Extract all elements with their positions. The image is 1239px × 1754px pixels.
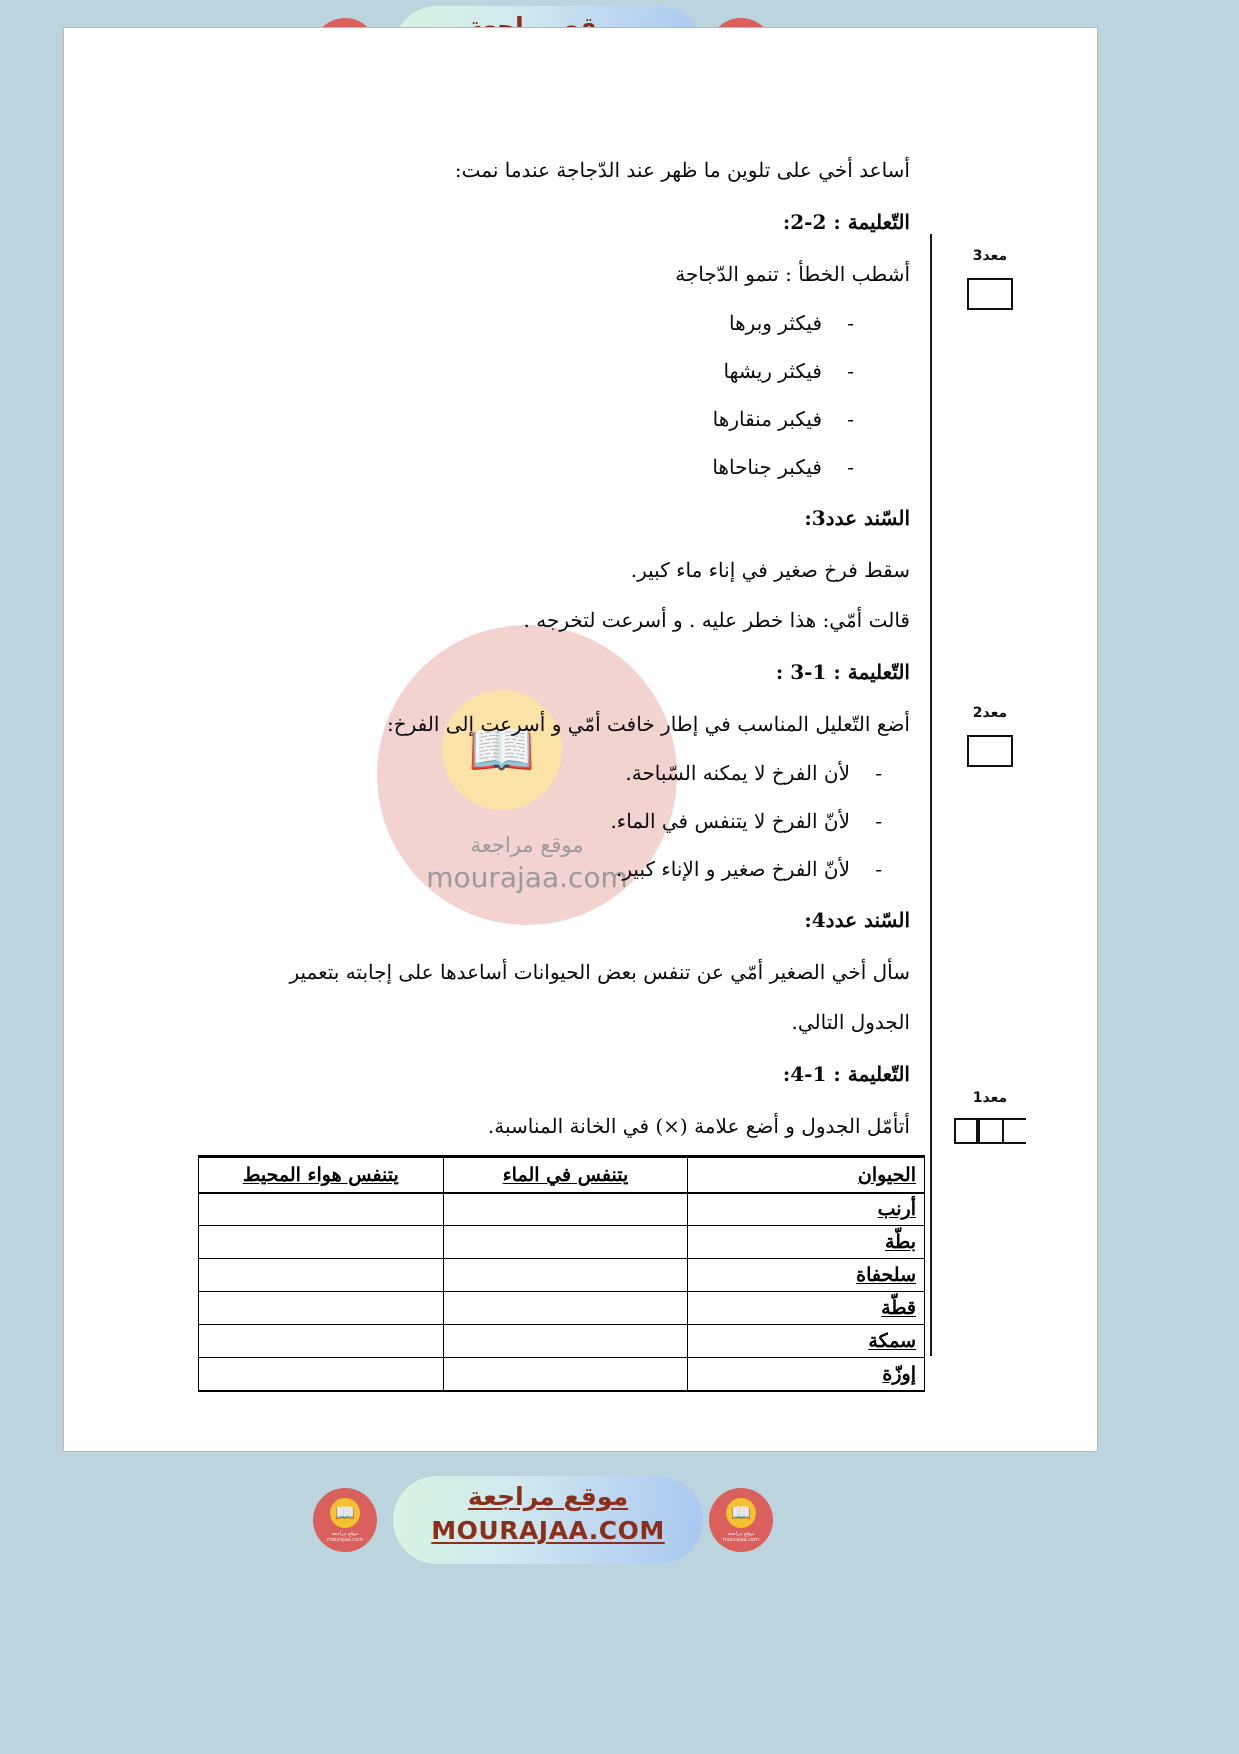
footer-brand-arabic: موقع مراجعة (467, 1482, 629, 1511)
cell-animal: سلحفاة (688, 1259, 925, 1292)
option-item[interactable] (95, 797, 910, 845)
intro-line: أساعد أخي على تلوين ما ظهر عند الدّجاجة عندما نمت: (454, 158, 910, 182)
animals-breathing-table (198, 1155, 925, 1392)
animals-breathing-table-wrapper (198, 1155, 925, 1392)
option-label: لأن الفرخ لا يمكنه السّباحة. (625, 761, 850, 785)
option-item[interactable] (95, 443, 910, 491)
option-label: لأنّ الفرخ لا يتنفس في الماء. (610, 809, 850, 833)
support-4-line-2: الجدول التالي. (791, 1010, 910, 1034)
footer-brand (393, 1480, 703, 1547)
exercise-content (95, 145, 910, 1151)
footer-watermark-band (0, 1466, 1239, 1576)
heading-instruction-1-4: التّعليمة : 1-4: (782, 1062, 910, 1086)
score-label: معد2 (972, 705, 1008, 721)
heading-instruction-2-2: التّعليمة : 2-2: (782, 210, 910, 234)
table-row (199, 1193, 925, 1226)
support-3-line-2: قالت أمّي: هذا خطر عليه . و أسرعت لتخرجه . (523, 608, 910, 632)
bullet-dash-icon: - (875, 857, 882, 881)
cell-air-checkbox[interactable] (199, 1358, 444, 1391)
heading-support-3: السّند عدد3: (804, 506, 910, 530)
table-body (199, 1193, 925, 1391)
table-row (199, 1358, 925, 1391)
option-label: فيكثر ريشها (723, 359, 822, 383)
bullet-dash-icon: - (847, 311, 854, 335)
options-list-1-3 (95, 749, 910, 893)
cell-water-checkbox[interactable] (443, 1193, 688, 1226)
bullet-dash-icon: - (875, 809, 882, 833)
score-box[interactable] (978, 1118, 1002, 1144)
option-item[interactable] (95, 299, 910, 347)
score-box-row (940, 1118, 1040, 1144)
margin-divider (930, 234, 932, 1356)
score-group-m2 (940, 705, 1040, 767)
table-row (199, 1325, 925, 1358)
header-breathes-in-water: يتنفس في الماء (443, 1157, 688, 1193)
cell-air-checkbox[interactable] (199, 1193, 444, 1226)
support-3-line-1: سقط فرخ صغير في إناء ماء كبير. (630, 558, 910, 582)
score-box[interactable] (954, 1118, 978, 1144)
watermark-book-icon: 📖 (442, 690, 562, 810)
option-label: فيكبر جناحاها (712, 455, 822, 479)
cell-water-checkbox[interactable] (443, 1259, 688, 1292)
option-item[interactable] (95, 845, 910, 893)
cell-water-checkbox[interactable] (443, 1226, 688, 1259)
option-item[interactable] (95, 347, 910, 395)
cell-animal: سمكة (688, 1325, 925, 1358)
cell-water-checkbox[interactable] (443, 1358, 688, 1391)
score-group-m1 (940, 1090, 1040, 1144)
score-box[interactable] (1002, 1118, 1026, 1144)
book-icon: 📖 (726, 1498, 756, 1528)
cell-air-checkbox[interactable] (199, 1259, 444, 1292)
watermark-text-arabic: موقع مراجعة (470, 833, 584, 857)
score-box[interactable] (967, 735, 1013, 767)
heading-instruction-1-3: التّعليمة : 1-3 : (775, 660, 910, 684)
heading-support-4: السّند عدد4: (804, 908, 910, 932)
prompt-instruction-2-2: أشطب الخطأ : تنمو الدّجاجة (675, 262, 910, 286)
options-list-2-2 (95, 299, 910, 491)
score-label: معد1 (972, 1090, 1008, 1106)
cell-water-checkbox[interactable] (443, 1325, 688, 1358)
bullet-dash-icon: - (847, 359, 854, 383)
watermark-text-url: mourajaa.com (426, 861, 628, 894)
logo-caption-left: موقع مراجعة mourajaa.com (326, 1530, 363, 1543)
bullet-dash-icon: - (875, 761, 882, 785)
table-row (199, 1226, 925, 1259)
book-icon: 📖 (330, 1498, 360, 1528)
option-item[interactable] (95, 749, 910, 797)
support-4-line-1: سأل أخي الصغير أمّي عن تنفس بعض الحيوانات أساعدها على إجابته بتعمير (289, 960, 910, 984)
score-label: معد3 (972, 248, 1008, 264)
cell-air-checkbox[interactable] (199, 1292, 444, 1325)
cell-animal: قطّة (688, 1292, 925, 1325)
prompt-instruction-1-4: أتأمّل الجدول و أضع علامة (×) في الخانة المناسبة. (487, 1114, 910, 1138)
option-label: فيكثر وبرها (729, 311, 822, 335)
header-animal: الحيوان (688, 1157, 925, 1193)
mourajaa-logo-icon-left (313, 1488, 377, 1552)
table-row (199, 1292, 925, 1325)
option-label: فيكبر منقارها (712, 407, 822, 431)
score-group-m3 (940, 248, 1040, 310)
table-head (199, 1157, 925, 1193)
score-box[interactable] (967, 278, 1013, 310)
cell-water-checkbox[interactable] (443, 1292, 688, 1325)
option-label: لأنّ الفرخ صغير و الإناء كبير. (616, 857, 850, 881)
prompt-instruction-1-3: أضع التّعليل المناسب في إطار خافت أمّي و أسرعت إلى الفرخ: (386, 712, 910, 736)
bullet-dash-icon: - (847, 407, 854, 431)
logo-caption-right: موقع مراجعة mourajaa.com (722, 1530, 759, 1543)
cell-animal: أرنب (688, 1193, 925, 1226)
cell-animal: إوزّة (688, 1358, 925, 1391)
cell-animal: بطّة (688, 1226, 925, 1259)
mourajaa-logo-icon-right (709, 1488, 773, 1552)
footer-brand-url: MOURAJAA.COM (431, 1516, 665, 1545)
cell-air-checkbox[interactable] (199, 1226, 444, 1259)
option-item[interactable] (95, 395, 910, 443)
table-header-row (199, 1157, 925, 1193)
header-breathes-air: يتنفس هواء المحيط (199, 1157, 444, 1193)
table-row (199, 1259, 925, 1292)
bullet-dash-icon: - (847, 455, 854, 479)
cell-air-checkbox[interactable] (199, 1325, 444, 1358)
